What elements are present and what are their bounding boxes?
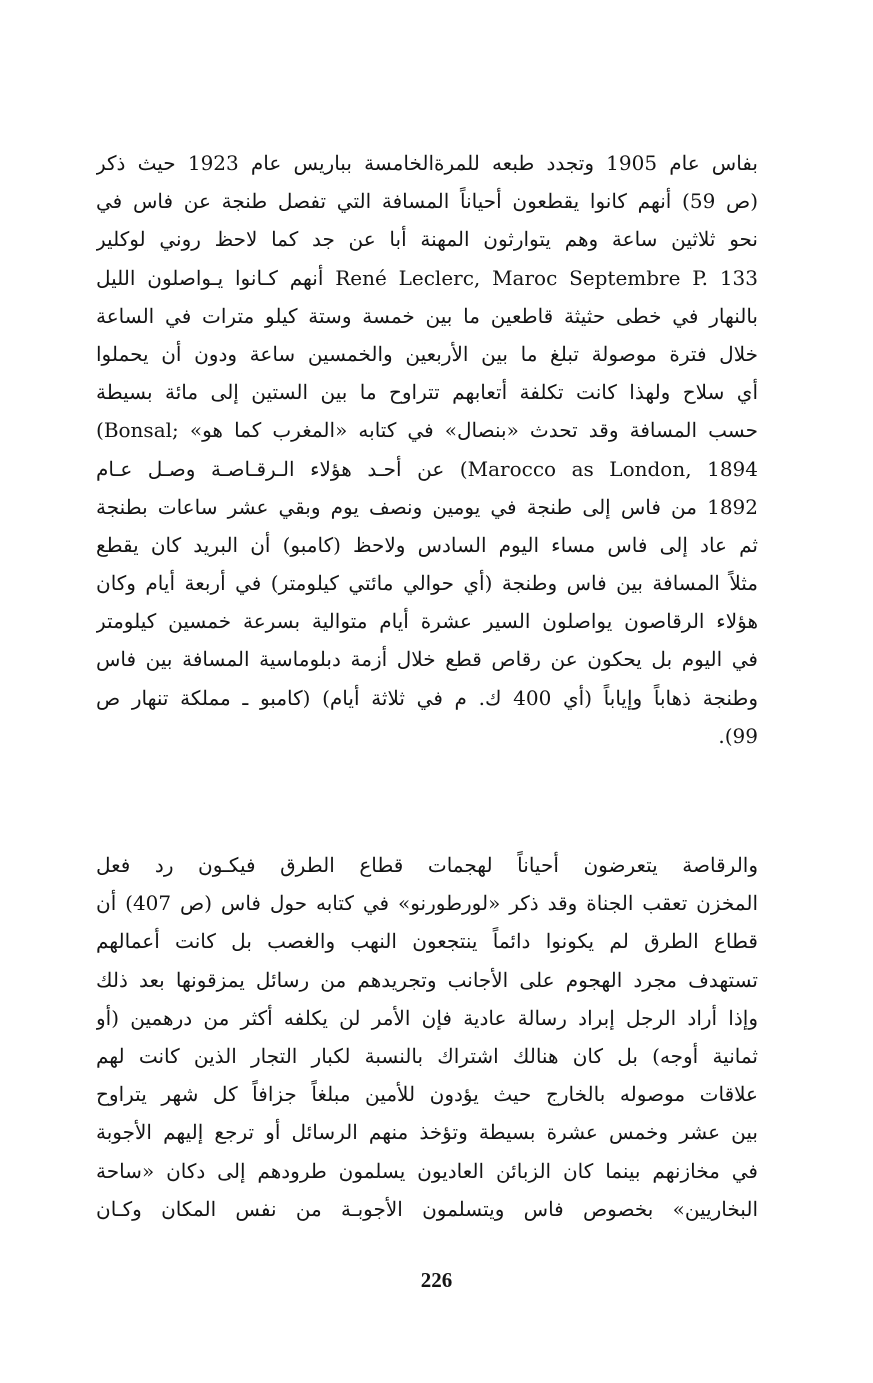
text-line: حسب المسافة وقد تحدث «بنصال» في كتابه «المغرب كما هو» ;Bonsal): [96, 418, 758, 443]
text-line: 99).: [718, 723, 758, 748]
text-line: خلال فترة موصولة تبلغ ما بين الأربعين والخمسين ساعة ودون أن يحملوا: [96, 341, 758, 366]
text-line: أي سلاح ولهذا كانت تكلفة أتعابهم تتراوح ما بين الستين إلى مائة بسيطة: [96, 380, 758, 405]
text-line: المخزن تعقب الجناة وقد ذكر «لورطورنو» في كتابه حول فاس (ص 407) أن: [96, 891, 758, 916]
page-number: 226: [420, 1268, 453, 1292]
text-line: Marocco as London, 1894) عن أحـد هؤلاء الـرقـاصـة وصـل عـام: [96, 456, 758, 481]
text-line: بالنهار في خطى حثيثة قاطعين ما بين خمسة وستة كيلو مترات في الساعة: [96, 303, 758, 328]
text-line: هؤلاء الرقاصون يواصلون السير عشرة أيام متوالية بسرعة خمسين كيلومتر: [96, 609, 758, 634]
paragraph-1: [96, 144, 758, 755]
text-line: قطاع الطرق لم يكونوا دائماً ينتجعون النهب والغصب بل كانت أعمالهم: [96, 929, 758, 954]
text-line: ثمانية أوجه) بل كان هنالك اشتراك بالنسبة لكبار التجار الذين كانت لهم: [96, 1043, 758, 1068]
text-line: في اليوم بل يحكون عن رقاص قطع خلال أزمة دبلوماسية المسافة بين فاس: [96, 647, 758, 672]
text-line: وطنجة ذهاباً وإياباً (أي 400 ك. م في ثلاثة أيام) (كامبو ـ مملكة تنهار ص: [96, 685, 758, 710]
text-line: في مخازنهم بينما كان الزبائن العاديون يسلمون طرودهم إلى دكان «ساحة: [96, 1158, 758, 1183]
text-line: والرقاصة يتعرضون أحياناً لهجمات قطاع الطرق فيكـون رد فعل: [96, 853, 758, 877]
paragraph-2: [96, 846, 758, 1228]
text-line: 1892 من فاس إلى طنجة في يومين ونصف يوم وبقي عشر ساعات بطنجة: [96, 494, 758, 519]
text-line: ثم عاد إلى فاس مساء اليوم السادس ولاحظ (كامبو) أن البريد كان يقطع: [96, 532, 758, 557]
text-line: تستهدف مجرد الهجوم على الأجانب وتجريدهم من رسائل يمزقونها بعد ذلك: [96, 967, 758, 992]
text-line: البخاريين» بخصوص فاس ويتسلمون الأجوبـة من نفس المكان وكـان: [96, 1196, 758, 1221]
text-line: مثلاً المسافة بين فاس وطنجة (أي حوالي مائتي كيلومتر) في أربعة أيام وكان: [96, 571, 758, 596]
text-line: بين عشر وخمس عشرة بسيطة وتؤخذ منهم الرسائل أو ترجع إليهم الأجوبة: [96, 1120, 758, 1145]
text-line: بفاس عام 1905 وتجدد طبعه للمرةالخامسة بباريس عام 1923 حيث ذكر: [96, 151, 758, 175]
text-line: René Leclerc, Maroc Septembre P. 133 أنهم كـانوا يـواصلون الليل: [96, 265, 758, 290]
text-line: (ص 59) أنهم كانوا يقطعون أحياناً المسافة التي تفصل طنجة عن فاس في: [96, 189, 758, 214]
text-line: وإذا أراد الرجل إبراد رسالة عادية فإن الأمر لن يكلفه أكثر من درهمين (أو: [96, 1005, 758, 1030]
text-line: علاقات موصوله بالخارج حيث يؤدون للأمين مبلغاً جزافاً كل شهر يتراوح: [96, 1082, 758, 1107]
text-line: نحو ثلاثين ساعة وهم يتوارثون المهنة أبا عن جد كما لاحظ روني لوكلير: [96, 227, 758, 252]
